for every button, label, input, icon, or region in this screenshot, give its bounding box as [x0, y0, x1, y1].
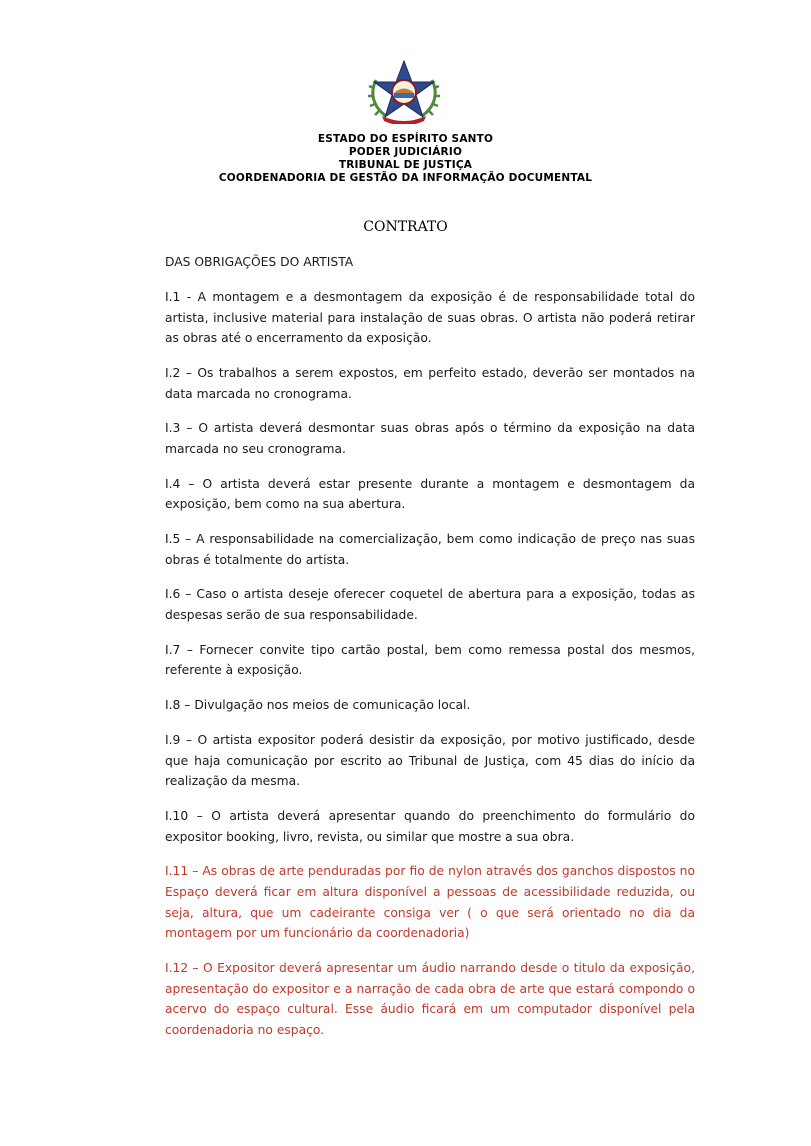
clause-4: I.4 – O artista deverá estar presente durante a montagem e desmontagem da exposição, bem como na sua abertura.: [165, 476, 695, 512]
clause-8: I.8 – Divulgação nos meios de comunicação local.: [165, 698, 471, 713]
clause-9: I.9 – O artista expositor poderá desistir da exposição, por motivo justificado, desde que haja comunicação por escrito ao Tribunal de Justiça, com 45 dias do início da realização da mesma.: [165, 733, 695, 789]
clause-7: I.7 – Fornecer convite tipo cartão postal, bem como remessa postal dos mesmos, referente à exposição.: [165, 642, 695, 678]
clause-12: I.12 – O Expositor deverá apresentar um áudio narrando desde o titulo da exposição, apresentação do expositor e a narração de cada obra de arte que estará compondo o acervo do espaço cultural. Esse áudio ficará em um computador disponível pela coordenadoria no espaço.: [165, 960, 695, 1037]
institution-header: [160, 133, 651, 185]
clause-list: [165, 287, 695, 1054]
header-state: ESTADO DO ESPÍRITO SANTO: [317, 133, 494, 145]
header-branch: PODER JUDICIÁRIO: [348, 146, 463, 158]
clause-3: I.3 – O artista deverá desmontar suas obras após o término da exposição na data marcada no seu cronograma.: [165, 421, 695, 456]
coat-of-arms-icon: [366, 60, 442, 124]
clause-2: I.2 – Os trabalhos a serem expostos, em perfeito estado, deverão ser montados na data marcada no cronograma.: [165, 365, 695, 401]
section-heading: DAS OBRIGAÇÕES DO ARTISTA: [165, 255, 354, 269]
header-department: COORDENADORIA DE GESTÃO DA INFORMAÇÃO DOCUMENTAL: [218, 172, 593, 184]
clause-5: I.5 – A responsabilidade na comercialização, bem como indicação de preço nas suas obras é totalmente do artista.: [165, 532, 695, 567]
clause-1: I.1 - A montagem e a desmontagem da exposição é de responsabilidade total do artista, inclusive material para instalação de suas obras. O artista não poderá retirar as obras até o encerramento da exposição.: [165, 290, 695, 346]
header-court: TRIBUNAL DE JUSTIÇA: [338, 159, 473, 171]
clause-10: I.10 – O artista deverá apresentar quando do preenchimento do formulário do expositor booking, livro, revista, ou similar que mostre a sua obra.: [165, 808, 695, 844]
clause-11: I.11 – As obras de arte penduradas por fio de nylon através dos ganchos dispostos no Espaço deverá ficar em altura disponível a pessoas de acessibilidade reduzida, ou seja, altura, que um cadeirante consiga ver ( o que será orientado no dia da montagem por um funcionário da coordenadoria): [165, 864, 695, 941]
document-title: CONTRATO: [363, 219, 448, 235]
clause-6: I.6 – Caso o artista deseje oferecer coquetel de abertura para a exposição, todas as despesas serão de sua responsabilidade.: [165, 587, 695, 623]
